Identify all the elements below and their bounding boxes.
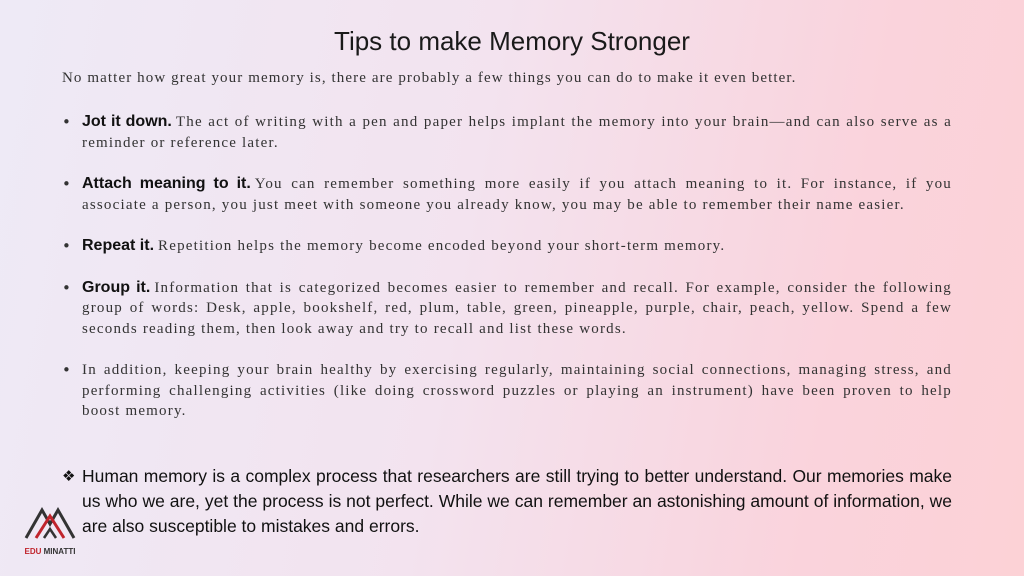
bullet-icon: •	[62, 237, 73, 255]
tip-heading: Attach meaning to it.	[82, 175, 251, 192]
tip-text: Information that is categorized becomes easier to remember and recall. For example, consider the following group of words: Desk, apple, bookshelf, red, plum, table, green, pineapple, purple, chair, peach, yellow. Spend a few seconds reading them, then look away and try to recall and list these words.	[82, 279, 953, 337]
bullet-icon: •	[62, 361, 73, 379]
tip-text: The act of writing with a pen and paper helps implant the memory into your brain—and can also serve as a reminder or reference later.	[82, 114, 953, 151]
list-item	[62, 278, 952, 340]
tip-text: You can remember something more easily if you attach meaning to it. For instance, if you associate a person, you just meet with someone you already know, you may be able to remember their name easier.	[82, 176, 952, 213]
diamond-bullet-icon: ❖	[62, 467, 76, 485]
brand-logo	[22, 502, 78, 562]
bullet-icon: •	[62, 278, 73, 297]
tip-text: In addition, keeping your brain healthy by exercising regularly, maintaining social connections, managing stress, and performing challenging activities (like doing crossword puzzles or playing an instrument) have been proven to help boost memory.	[82, 362, 952, 419]
list-item	[62, 360, 952, 422]
intro-text: No matter how great your memory is, there are probably a few things you can do to make it even better.	[62, 70, 797, 86]
tip-heading: Jot it down.	[82, 113, 172, 130]
list-item	[62, 112, 952, 153]
brand-name: EDU MINATTI	[24, 547, 76, 556]
tip-heading: Repeat it.	[82, 237, 155, 254]
bullet-icon: •	[62, 113, 73, 131]
list-item	[62, 174, 952, 215]
mountain-logo-icon	[22, 502, 78, 546]
summary-paragraph	[62, 464, 952, 539]
tip-text: Repetition helps the memory become encoded beyond your short-term memory.	[158, 238, 726, 254]
summary-text: Human memory is a complex process that researchers are still trying to better understand. Our memories make us who we are, yet the process is not perfect. While we can remember an astonishing amount of information, we are also susceptible to mistakes and errors.	[82, 466, 952, 536]
list-item	[62, 236, 952, 257]
bullet-icon: •	[62, 175, 73, 193]
tips-list	[62, 112, 952, 443]
page-title: Tips to make Memory Stronger	[334, 26, 690, 56]
tip-heading: Group it.	[82, 278, 151, 296]
